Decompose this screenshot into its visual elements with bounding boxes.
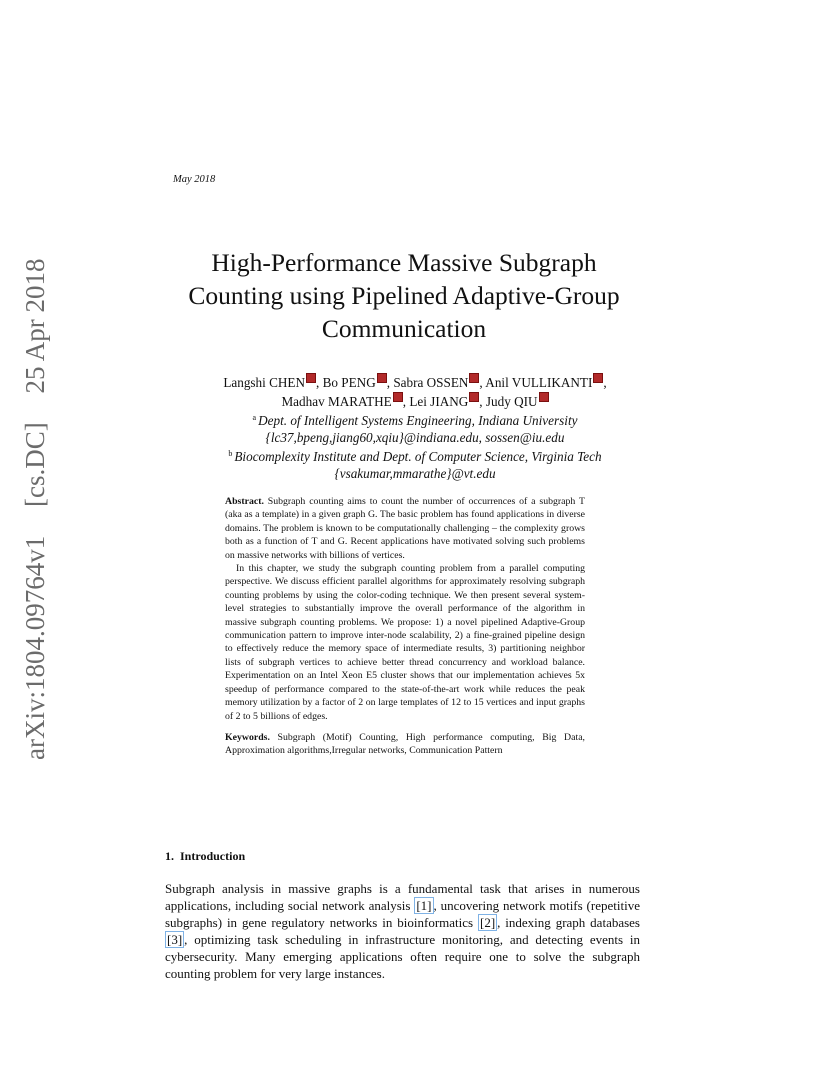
arxiv-category: [cs.DC] [20,422,50,508]
abstract [225,495,585,758]
citation-link[interactable]: [1] [416,898,432,913]
author: Langshi CHEN , [223,375,323,390]
section-number: 1. [165,849,174,863]
author-name: Judy QIU [485,393,538,409]
affiliation-email: {lc37,bpeng,jiang60,xqiu}@indiana.edu, sossen@iu.edu [265,429,565,445]
abstract-label: Abstract. [225,496,264,507]
abstract-paragraph: In this chapter, we study the subgraph counting problem from a parallel computing perspective. We discuss efficient parallel algorithms for approximately resolving subgraph counting problems by using the color-coding technique. We then present several system-level strategies to substantially improve the overall performance of the algorithm in massive subgraph counting problems. We propose: 1) a novel pipelined Adaptive-Group communication pattern to improve inter-node scalability, 2) a fine-grained pipeline design to effectively reduce the memory space of intermediate results, 3) partitioning neighbor lists of subgraph vertices to achieve better thread concurrency and workload balance. Experimentation on an Intel Xeon E5 cluster shows that our implementation achieves 5x speedup of performance compared to the state-of-the-art work while reduces the peak memory utilization by a factor of 2 on large templates of 12 to 15 vertices and input graphs of 2 to 5 billions of edges. [225,563,585,722]
orcid-icon[interactable] [469,373,479,383]
citation-link[interactable]: [2] [479,915,496,930]
author-name: Sabra OSSEN [393,375,469,390]
author-name: Lei JIANG [409,393,469,409]
paper-title [140,246,668,345]
orcid-icon[interactable] [306,373,316,383]
affiliation-email: {vsakumar,mmarathe}@vt.edu [334,465,496,481]
author-name: Langshi CHEN [223,375,305,390]
author: Madhav MARATHE , [281,393,410,409]
affiliation-mark: b [228,449,233,458]
affiliation-text: Dept. of Intelligent Systems Engineering, Indiana University [258,413,578,428]
title-line: High-Performance Massive Subgraph [211,248,597,277]
date-line: May 2018 [173,174,216,185]
orcid-icon[interactable] [393,392,403,402]
affiliation-text: Biocomplexity Institute and Dept. of Computer Science, Virginia Tech [234,449,602,464]
section-heading [165,849,245,864]
affiliation-b [140,446,690,466]
author: Anil VULLIKANTI , [485,375,607,390]
author: Bo PENG , [322,375,394,390]
keywords-label: Keywords. [225,731,270,743]
affiliation-a [140,410,690,430]
citation-link[interactable]: [3] [167,932,183,947]
author: Sabra OSSEN , [393,375,486,390]
orcid-icon[interactable] [539,392,549,402]
author [486,394,549,409]
author-name: Bo PENG [322,375,376,390]
author-block [140,373,690,482]
keywords [225,731,585,758]
section-title: Introduction [180,849,246,863]
affiliation-mark: a [252,413,257,422]
keywords-text: Subgraph (Motif) Counting, High performance computing, Big Data, Approximation algorithms,Irregular networks, Communication Pattern [225,731,585,757]
arxiv-side-stamp [20,237,51,760]
author-line [140,392,690,411]
orcid-icon[interactable] [469,392,479,402]
title-line: Communication [321,314,487,343]
abstract-text: Subgraph counting aims to count the number of occurrences of a subgraph T (aka as a template) in a given graph G. The basic problem has found applications in diverse domains. The problem is known to be computationally challenging – the complexity grows both as a function of T and G. Recent applications have motivated solving such problems on massive networks with billions of vertices. [225,496,585,561]
author: Lei JIANG , [409,393,486,409]
orcid-icon[interactable] [377,373,387,383]
abstract-paragraph [225,495,585,562]
arxiv-id: arXiv:1804.09764v1 [20,535,50,760]
author-name: Madhav MARATHE [281,393,392,409]
title-line: Counting using Pipelined Adaptive-Group [188,281,620,310]
intro-paragraph: Subgraph analysis in massive graphs is a fundamental task that arises in numerous applications, including social network analysis [1] , uncovering network motifs (repetitive subgraphs) in gene regulatory networks in bioinformatics [2] , indexing graph databases [3] , optimizing task scheduling in infrastructure monitoring, and detecting events in cybersecurity. Many emerging applications often require one to solve the subgraph counting problem for very large instances. [165,881,640,981]
orcid-icon[interactable] [593,373,603,383]
author-line [140,373,690,392]
arxiv-date: 25 Apr 2018 [20,258,50,394]
author-name: Anil VULLIKANTI [485,375,593,390]
